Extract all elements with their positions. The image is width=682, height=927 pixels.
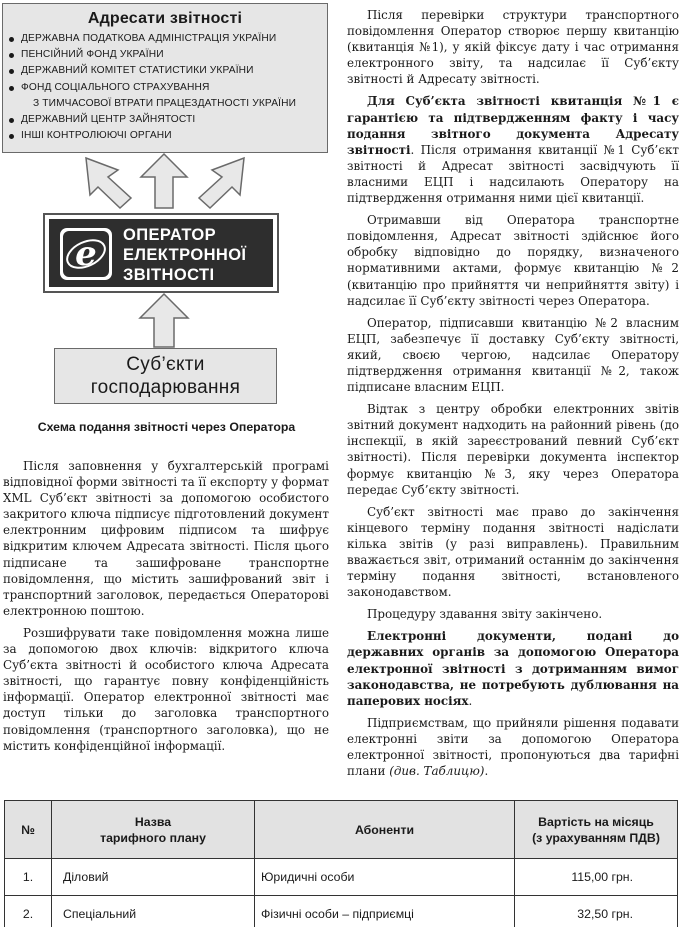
cell-plan-name: Спеціальний bbox=[52, 896, 255, 927]
cell-number: 2. bbox=[5, 896, 52, 927]
recipient-item: ПЕНСІЙНИЙ ФОНД УКРАЇНИ bbox=[8, 47, 327, 63]
arrow-up-from-subjects bbox=[0, 290, 335, 350]
arrow-up-bottom-icon bbox=[140, 294, 188, 347]
paragraph: Отримавши від Оператора транспортне повідомлення, Адресат звітності здійснює його обробку відповідно до порядку, визначеного нормативними актами, формує квитанцію №2 (квитанцію про прийняття чи неприйняття звіту) і надсилає її Суб’єкту звітності через Оператора. bbox=[347, 213, 679, 308]
upward-arrows bbox=[0, 150, 335, 210]
paragraph-text: . bbox=[484, 764, 489, 779]
e-logo-icon bbox=[59, 227, 113, 281]
operator-label-line: ОПЕРАТОР bbox=[123, 226, 217, 244]
paragraph bbox=[347, 628, 679, 708]
paragraph-text: . bbox=[468, 693, 473, 708]
operator-label-line: ЗВІТНОСТІ bbox=[123, 266, 215, 284]
paragraph: Відтак з центру обробки електронних звітів звітний документ надходить на районний рівень (до інспекції, в якій зареєстрований певний Суб’єкт звітності). Після перевірки документа інспектор формує квитанцію №3, яку через Оператора передає Суб’єкту звітності. bbox=[347, 402, 679, 497]
operator-box bbox=[43, 213, 279, 293]
paragraph-text: . Після отримання квитанції №1 Суб’єкт звітності й Адресат звітності засвідчують її власними ЕЦП і надсилають Оператору на підтвердження отримання ними цієї квитанції. bbox=[347, 142, 679, 206]
cell-price: 115,00 грн. bbox=[515, 859, 678, 896]
paragraph bbox=[347, 93, 679, 206]
arrow-up-left-icon bbox=[86, 158, 131, 208]
business-entities-line: Суб’єкти bbox=[126, 354, 205, 375]
recipient-item: ДЕРЖАВНИЙ КОМІТЕТ СТАТИСТИКИ УКРАЇНИ bbox=[8, 63, 327, 79]
bold-statement: Для Суб’єкта звітності квитанція №1 є гарантією та підтвердженням факту і часу подання звітного документа Адресату звітності bbox=[347, 94, 679, 157]
operator-label bbox=[123, 225, 246, 285]
recipient-item: ДЕРЖАВНИЙ ЦЕНТР ЗАЙНЯТОСТІ bbox=[8, 112, 327, 128]
business-entities-line: господарювання bbox=[90, 377, 241, 398]
svg-text:e: e bbox=[75, 234, 97, 274]
header-line: Назва bbox=[134, 814, 172, 829]
right-text-column bbox=[347, 7, 679, 779]
paragraph: Суб’єкт звітності має право до закінчення кінцевого терміну подання звітності надіслати кілька звітів (у разі виправлень). Правильним вважається звіт, отриманий останнім до закінчення терміну подання звітності, встановленого законодавством. bbox=[347, 504, 679, 600]
table-row bbox=[5, 896, 678, 927]
cell-number: 1. bbox=[5, 859, 52, 896]
table-row bbox=[5, 859, 678, 896]
header-monthly-price bbox=[515, 801, 678, 859]
header-subscribers: Абоненти bbox=[255, 801, 515, 859]
left-text-column bbox=[3, 458, 329, 754]
operator-label-line: ЕЛЕКТРОННОЇ bbox=[123, 246, 247, 264]
paragraph: Після заповнення у бухгалтерській програмі відповідної форми звітності та її експорту у формат XML Суб’єкт звітності за допомогою особистого закритого ключа підписує підготовлений документ електронним цифровим підписом та шифрує відкритим ключем Адресата звітності. Після цього підписане та зашифроване транспортне повідомлення, що містить зашифрований звіт і транспортний заголовок, передається Операторові електронною поштою. bbox=[3, 459, 329, 618]
cell-plan-name: Діловий bbox=[52, 859, 255, 896]
cell-subscribers: Фізичні особи – підприємці bbox=[255, 896, 515, 927]
paragraph: Розшифрувати таке повідомлення можна лише за допомогою двох ключів: відкритого ключа Суб’єкта звітності й особистого ключа Адресата звітності, що гарантує повну конфіденційність інформації. Оператор електронної звітності має доступ тільки до заголовка транспортного повідомлення (транспортного заголовка), що не містить конфіденційної інформації. bbox=[3, 625, 329, 753]
paragraph: Оператор, підписавши квитанцію №2 власним ЕЦП, забезпечує її доставку Суб’єкту звітності, який, своєю чергою, надсилає Оператору підтвердження отримання квитанції №2, також підписане власним ЕЦП. bbox=[347, 315, 679, 395]
cell-subscribers: Юридичні особи bbox=[255, 859, 515, 896]
paragraph: Процедуру здавання звіту закінчено. bbox=[367, 607, 603, 622]
paragraph: Після перевірки структури транспортного повідомлення Оператор створює першу квитанцію (квитанція №1), у якій фіксує дату і час отримання електронного звіту, та надсилає її Суб’єкту звітності й Адресату звітності. bbox=[347, 8, 679, 87]
recipient-item: ФОНД СОЦІАЛЬНОГО СТРАХУВАННЯ bbox=[8, 80, 327, 96]
recipient-item-continuation: З ТИМЧАСОВОЇ ВТРАТИ ПРАЦЕЗДАТНОСТІ УКРАЇНИ bbox=[33, 97, 297, 109]
arrow-up-center-icon bbox=[141, 154, 187, 208]
recipient-item: ДЕРЖАВНА ПОДАТКОВА АДМІНІСТРАЦІЯ УКРАЇНИ bbox=[8, 31, 327, 47]
cell-price: 32,50 грн. bbox=[515, 896, 678, 927]
table-header-row bbox=[5, 801, 678, 859]
arrow-up-right-icon bbox=[199, 158, 244, 208]
header-line: (з урахуванням ПДВ) bbox=[532, 830, 660, 845]
paragraph-text: Підприємствам, що прийняли рішення подавати електронні звіти за допомогою Оператора електронної звітності, пропонуються два тарифні плани bbox=[347, 715, 679, 779]
tariff-plans-table bbox=[4, 800, 678, 927]
header-number: № bbox=[5, 801, 52, 859]
diagram-caption: Схема подання звітності через Оператора bbox=[37, 420, 296, 434]
paragraph bbox=[347, 715, 679, 779]
header-line: тарифного плану bbox=[100, 830, 206, 845]
operator-panel bbox=[49, 219, 273, 287]
business-entities-box bbox=[54, 348, 277, 404]
header-plan-name bbox=[52, 801, 255, 859]
recipients-title: Адресати звітності bbox=[87, 10, 243, 27]
reporting-scheme-diagram bbox=[0, 0, 335, 445]
report-recipients-box bbox=[2, 3, 328, 153]
recipient-item: ІНШІ КОНТРОЛЮЮЧІ ОРГАНИ bbox=[8, 128, 327, 144]
bold-statement: Електронні документи, подані до державних органів за допомогою Оператора електронної звітності з дотриманням вимог законодавства, не потребують дублювання на паперових носіях bbox=[347, 629, 679, 708]
table-reference: (див. Таблицю) bbox=[389, 764, 485, 779]
header-line: Вартість на місяць bbox=[538, 814, 654, 829]
recipients-list bbox=[3, 31, 327, 144]
